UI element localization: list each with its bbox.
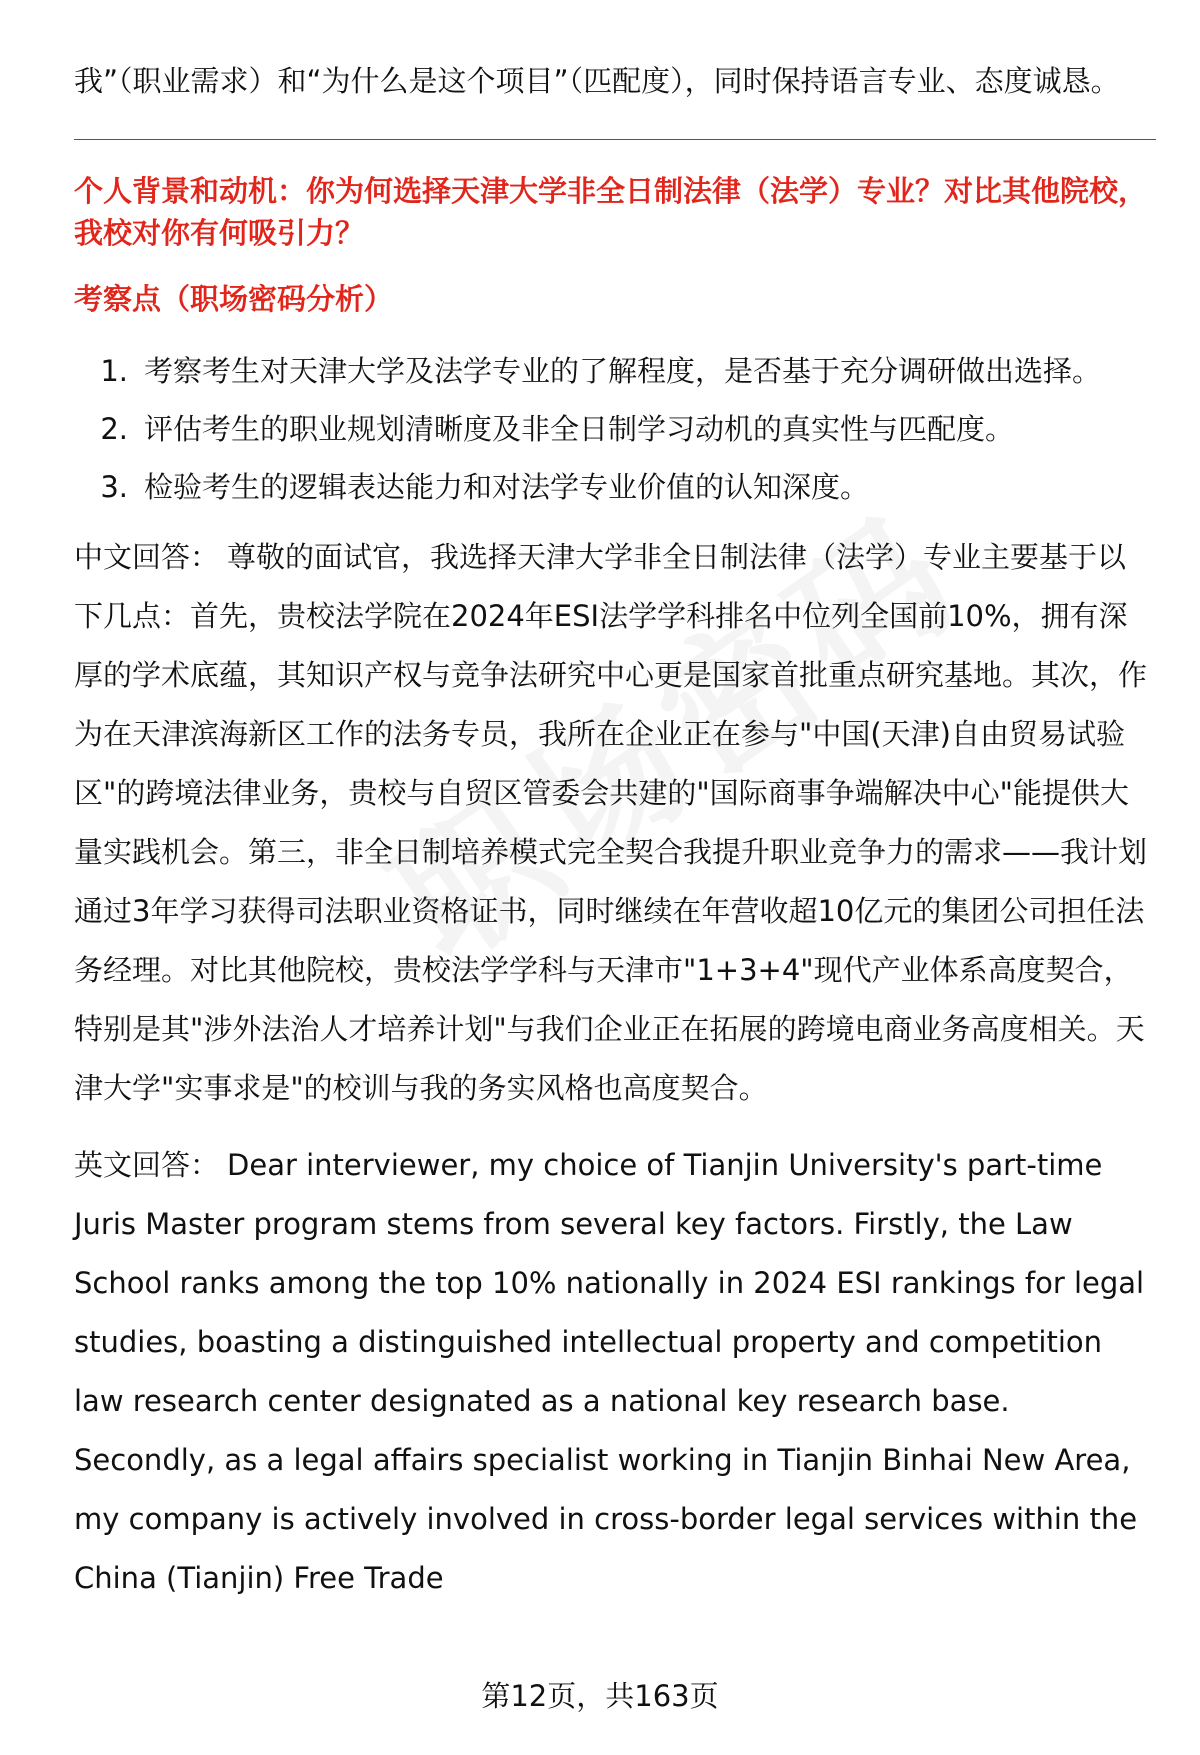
list-item: [74, 458, 1154, 516]
page-footer: 第12页，共163页: [481, 1679, 719, 1713]
analysis-heading: 考察点（职场密码分析）: [74, 282, 394, 316]
list-item: [74, 342, 1154, 400]
english-answer: [74, 1136, 1154, 1608]
list-item: [74, 400, 1154, 458]
chinese-answer: [74, 528, 1154, 1118]
list-item-text: 考察考生对天津大学及法学专业的了解程度，是否基于充分调研做出选择。: [144, 354, 1102, 388]
list-item-number: 1.: [100, 354, 128, 388]
question-title: 个人背景和动机：你为何选择天津大学非全日制法律（法学）专业？对比其他院校，我校对你有何吸引力？: [74, 174, 1148, 250]
document-body: [74, 52, 1154, 1608]
analysis-points-list: [74, 342, 1154, 516]
english-answer-text: Dear interviewer, my choice of Tianjin University's part-time Juris Master program stems from several key factors. Firstly, the Law School ranks among the top 10% nationally in 2024 ESI rankings for legal studies, boasting a distinguished intellectual property and competition law research center designated as a national key research base. Secondly, as a legal affairs specialist working in Tianjin Binhai New Area, my company is actively involved in cross-border legal services within the China (Tianjin) Free Trade: [74, 1148, 1145, 1595]
chinese-answer-text: 尊敬的面试官，我选择天津大学非全日制法律（法学）专业主要基于以下几点：首先，贵校法学院在2024年ESI法学学科排名中位列全国前10%，拥有深厚的学术底蕴，其知识产权与竞争法研究中心更是国家首批重点研究基地。其次，作为在天津滨海新区工作的法务专员，我所在企业正在参与"中国(天津)自由贸易试验区"的跨境法律业务，贵校与自贸区管委会共建的"国际商事争端解决中心"能提供大量实践机会。第三，非全日制培养模式完全契合我提升职业竞争力的需求——我计划通过3年学习获得司法职业资格证书，同时继续在年营收超10亿元的集团公司担任法务经理。对比其他院校，贵校法学学科与天津市"1+3+4"现代产业体系高度契合，特别是其"涉外法治人才培养计划"与我们企业正在拓展的跨境电商业务高度相关。天津大学"实事求是"的校训与我的务实风格也高度契合。: [74, 540, 1148, 1105]
english-answer-label: 英文回答：: [74, 1148, 220, 1182]
list-item-text: 评估考生的职业规划清晰度及非全日制学习动机的真实性与匹配度。: [144, 412, 1015, 446]
chinese-answer-label: 中文回答：: [74, 540, 220, 574]
list-item-number: 3.: [100, 470, 128, 504]
intro-paragraph: 我”（职业需求）和“为什么是这个项目”（匹配度），同时保持语言专业、态度诚恳。: [74, 64, 1120, 98]
list-item-number: 2.: [100, 412, 128, 446]
section-divider: [74, 139, 1156, 140]
list-item-text: 检验考生的逻辑表达能力和对法学专业价值的认知深度。: [144, 470, 870, 504]
